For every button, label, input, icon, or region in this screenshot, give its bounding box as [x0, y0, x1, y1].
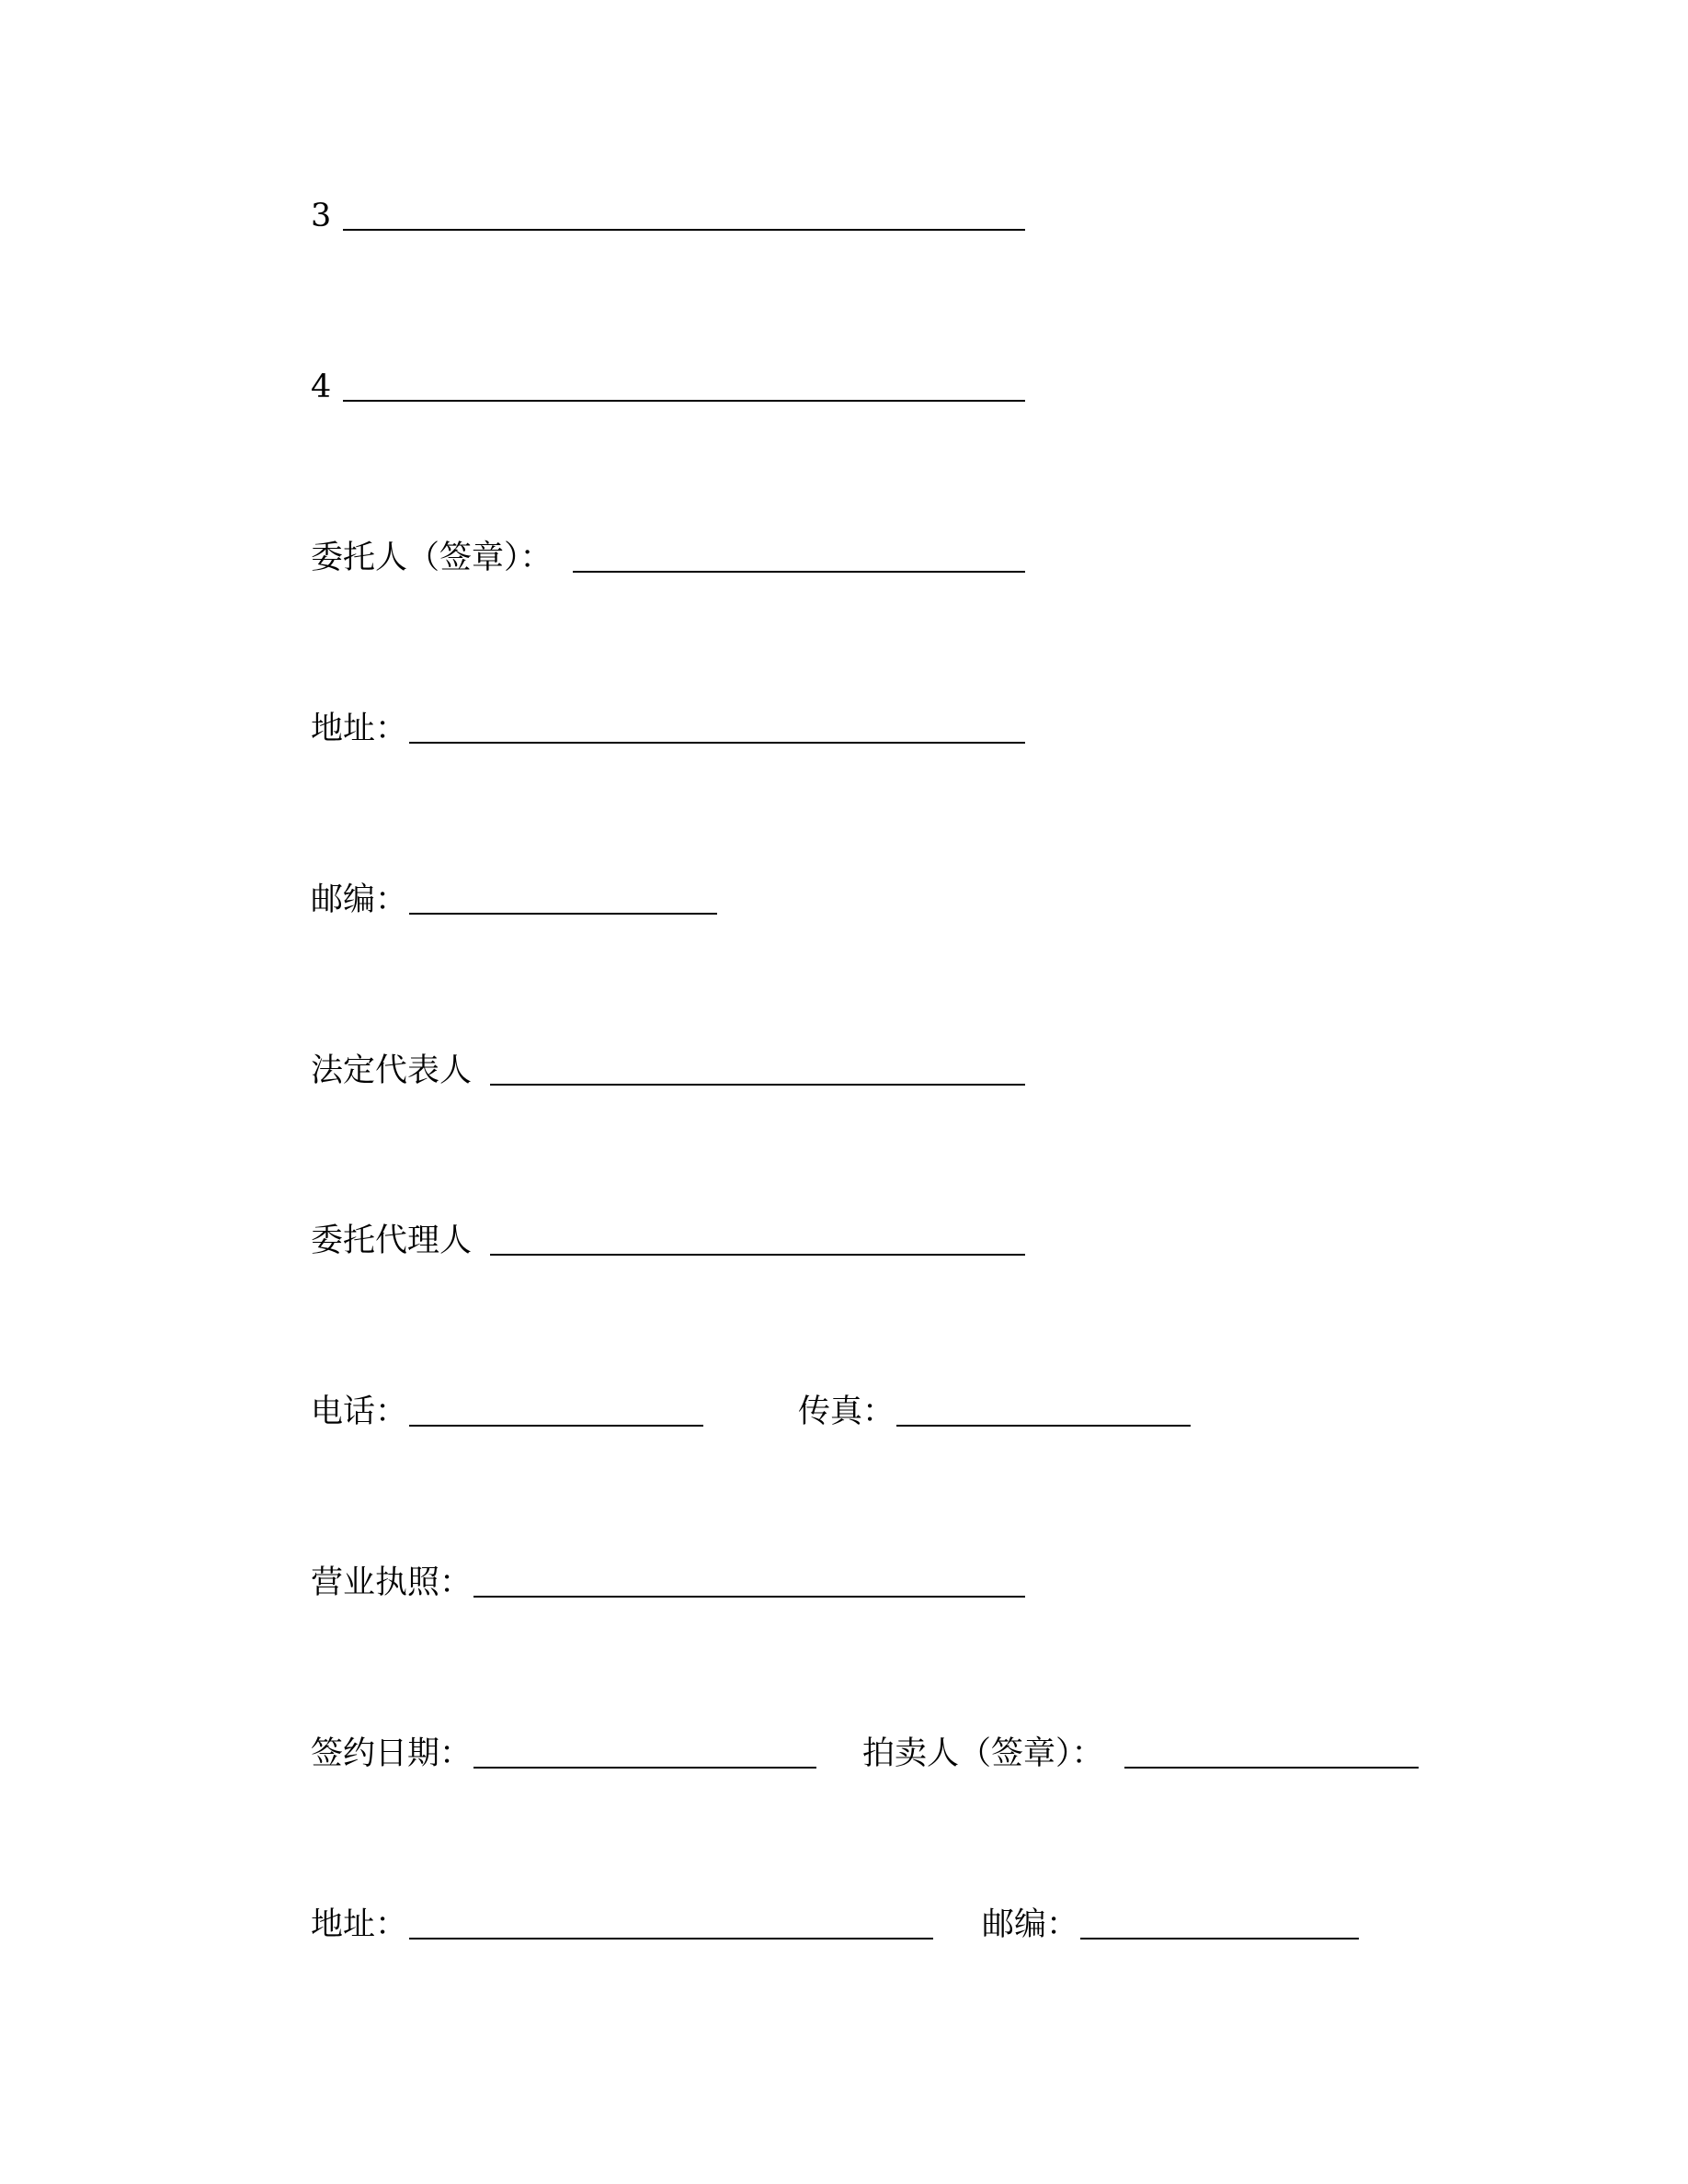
principal-signature-label: 委托人（签章）：: [311, 540, 553, 576]
item-4-blank-line[interactable]: [343, 400, 1025, 402]
item-3-number: 3: [311, 198, 332, 234]
signing-date-field[interactable]: [473, 1767, 816, 1769]
fax-label: 传真：: [798, 1393, 895, 1430]
agent-label: 委托代理人: [311, 1223, 473, 1259]
item-4-row: [311, 359, 1414, 415]
principal-address-label: 地址：: [311, 711, 408, 747]
principal-postcode-row: [311, 872, 1414, 927]
business-license-row: [311, 1555, 1414, 1610]
agent-row: [311, 1213, 1414, 1268]
item-4-number: 4: [311, 369, 332, 405]
agent-field[interactable]: [490, 1254, 1025, 1256]
principal-address-row: [311, 701, 1414, 756]
principal-postcode-field[interactable]: [409, 913, 717, 915]
phone-field[interactable]: [409, 1425, 703, 1427]
auctioneer-postcode-label: 邮编：: [982, 1906, 1079, 1943]
auctioneer-address-row: [311, 1897, 1598, 1952]
auctioneer-signature-label: 拍卖人（签章）：: [862, 1735, 1104, 1772]
signing-date-label: 签约日期：: [311, 1735, 473, 1772]
business-license-field[interactable]: [473, 1596, 1025, 1598]
principal-signature-row: [311, 530, 1414, 586]
principal-address-field[interactable]: [409, 742, 1025, 744]
principal-signature-field[interactable]: [573, 571, 1025, 573]
legal-representative-label: 法定代表人: [311, 1052, 473, 1089]
item-3-blank-line[interactable]: [343, 229, 1025, 231]
auctioneer-address-field[interactable]: [409, 1938, 933, 1939]
signing-row: [311, 1726, 1598, 1781]
phone-label: 电话：: [311, 1393, 408, 1430]
item-3-row: [311, 188, 1414, 244]
business-license-label: 营业执照：: [311, 1564, 473, 1601]
legal-representative-row: [311, 1043, 1414, 1098]
auctioneer-address-label: 地址：: [311, 1906, 408, 1943]
principal-postcode-label: 邮编：: [311, 882, 408, 918]
fax-field[interactable]: [896, 1425, 1191, 1427]
phone-fax-row: [311, 1384, 1506, 1439]
auctioneer-signature-field[interactable]: [1124, 1767, 1419, 1769]
legal-representative-field[interactable]: [490, 1084, 1025, 1086]
auctioneer-postcode-field[interactable]: [1080, 1938, 1359, 1939]
